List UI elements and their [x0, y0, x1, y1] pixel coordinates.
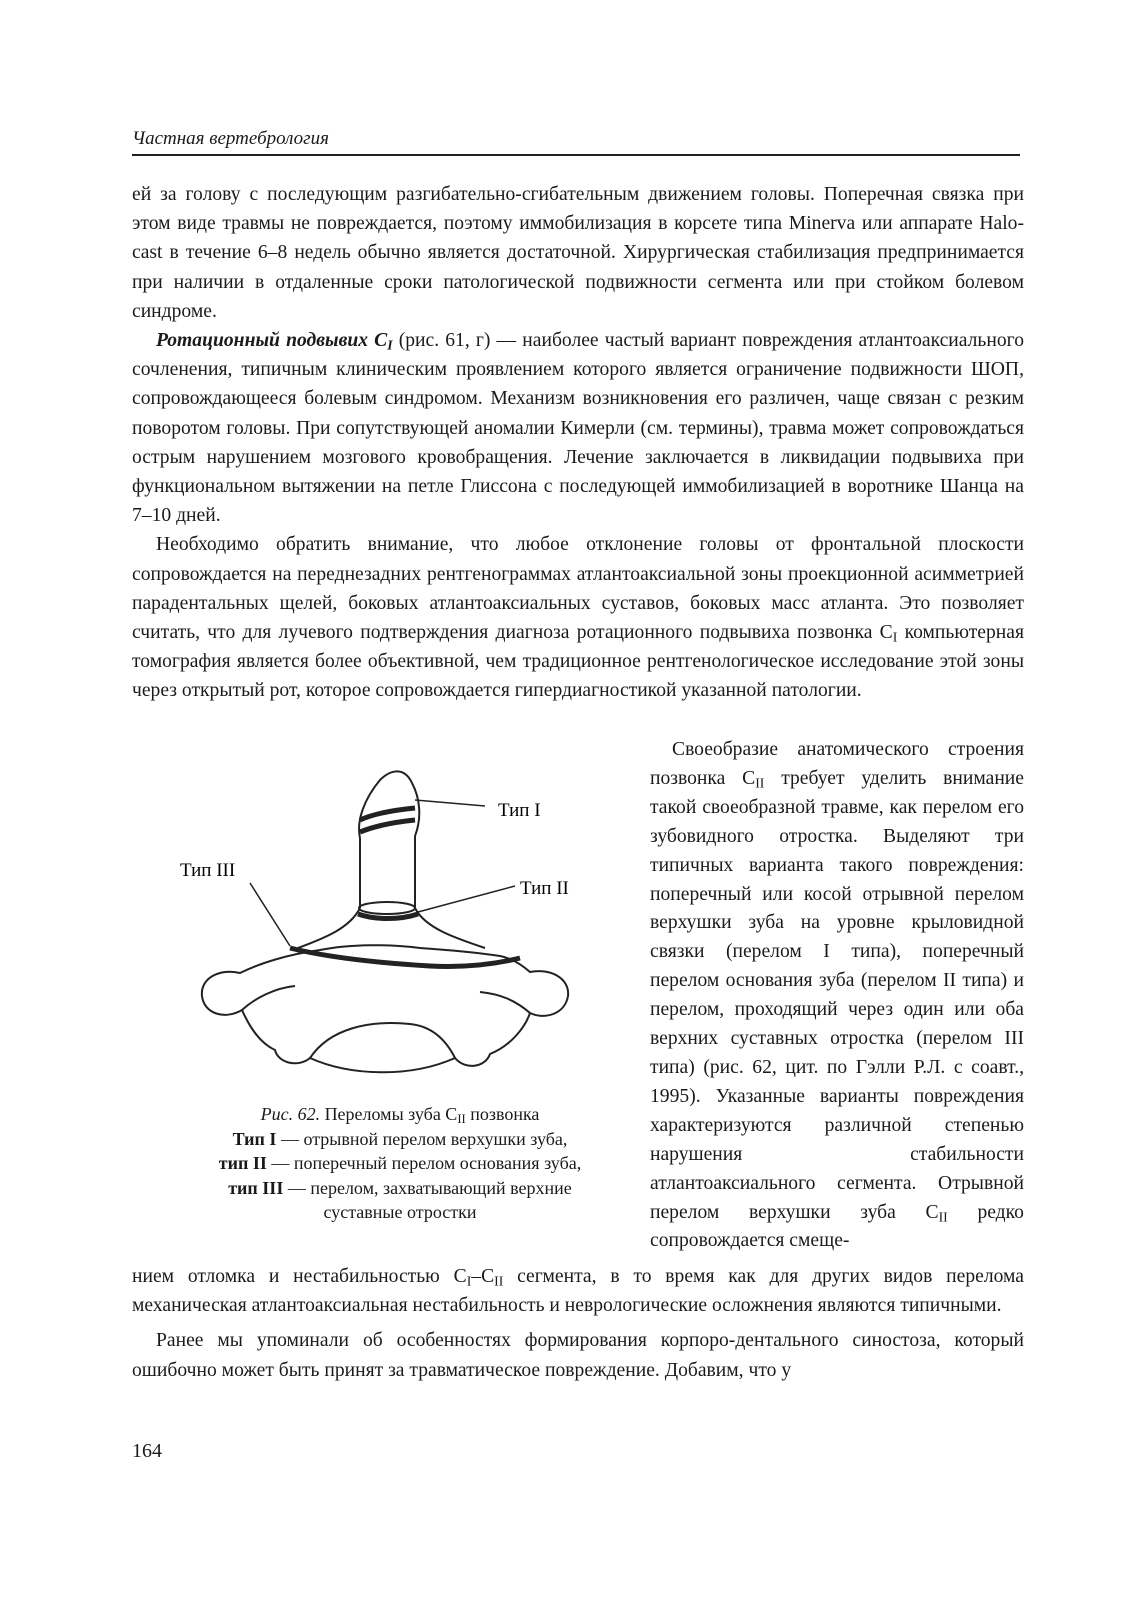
fracture-type1-line	[360, 808, 415, 820]
pointer-type1	[415, 800, 485, 806]
rotational-lead: Ротационный подвывих $C_I$	[156, 330, 393, 353]
pointer-type3	[250, 883, 290, 946]
page-number: 164	[132, 1440, 162, 1462]
label-type1: Тип I	[498, 800, 541, 821]
dens-neck	[360, 836, 415, 908]
figure-62-caption	[160, 1102, 640, 1225]
paragraph-continuation-bottom: нием отломка и нестабильностью $C_I-C_{II}$ сегмента, в то время как для других видов перелома механическая атлантоаксиальная нестабильность и неврологические осложнения являются типичными.	[132, 1266, 1024, 1317]
fracture-type1-line-2	[360, 820, 415, 832]
paragraph-dens-fracture: Своеобразие анатомического строения позвонка $C_{II}$ требует уделить внимание такой своеобразной травме, как перелом его зубовидного отростка. Выделяют три типичных варианта такого повреждения: поперечный или косой отрывной перелом верхушки зуба на уровне крыловидной связки (перелом I типа), поперечный перелом основания зуба (перелом II типа) и перелом, проходящий через один или оба верхних суставных отростка (перелом III типа) (рис. 62, цит. по Гэлли Р.Л. с соавт., 1995). Указанные варианты повреждения характеризуются различной степенью нарушения стабильности атлантоаксиального сегмента. Отрывной перелом верхушки зуба $C_{II}$ редко сопровождается смеще-	[650, 739, 1024, 1252]
paragraph-synostosis: Ранее мы упоминали об особенностях формирования корпоро-дентального синостоза, который ошибочно может быть принят за травматическое повреждение. Добавим, что у	[132, 1330, 1024, 1381]
text-column-right	[650, 736, 1024, 1256]
caption-line-3: тип III — перелом, захватывающий верхние	[228, 1177, 572, 1198]
paragraph-attention: Необходимо обратить внимание, что любое отклонение головы от фронтальной плоскости сопровождается на переднезадних рентгенограммах атлантоаксиальной зоны проекционной асимметрией парадентальных щелей, боковых атлантоаксиальных суставов, боковых масс атланта. Это позволяет считать, что для лучевого подтверждения диагноза ротационного подвывиха позвонка $C_I$ компьютерная томография является более объективной, чем традиционное рентгенологическое исследование этой зоны через открытый рот, которое сопровождается гипердиагностикой указанной патологии.	[132, 534, 1024, 702]
vertebra-inner-contour	[242, 986, 530, 1058]
label-type3: Тип III	[180, 860, 236, 881]
paragraph-continuation-top: ей за голову с последующим разгибательно-сгибательным движением головы. Поперечная связка при этом виде травмы не повреждается, поэтому иммобилизация в корсете типа Minerva или аппарате Halo-cast в течение 6–8 недель обычно является достаточной. Хирургическая стабилизация предпринимается при наличии в отдаленные сроки патологической подвижности сегмента или при стойком болевом синдроме.	[132, 184, 1024, 322]
fracture-type3-line	[290, 948, 520, 966]
axis-vertebra-illustration	[180, 758, 620, 1098]
paragraph-rotational-subluxation: Ротационный подвывих $C_I$ (рис. 61, г) — наиболее частый вариант повреждения атлантоаксиального сочленения, типичным клиническим проявлением которого является ограничение подвижности ШОП, сопровождающееся болевым синдромом. Механизм возникновения его различен, чаще связан с резким поворотом головы. При сопутствующей аномалии Кимерли (см. термины), травма может сопровождаться острым нарушением мозгового кровобращения. Лечение заключается в ликвидации подвывиха при функциональном вытяжении на петле Глиссона с последующей иммобилизацией в воротнике Шанца на 7–10 дней.	[132, 330, 1024, 527]
running-header: Частная вертебрология	[132, 128, 1020, 156]
text-block-top	[132, 180, 1024, 706]
text-block-bottom	[132, 1262, 1024, 1385]
pointer-type2	[418, 886, 515, 912]
caption-line-1: Тип I — отрывной перелом верхушки зуба,	[232, 1128, 568, 1149]
label-type2: Тип II	[520, 878, 569, 899]
caption-line-4: суставные отростки	[323, 1202, 477, 1222]
caption-line-2: тип II — поперечный перелом основания зуба,	[218, 1153, 582, 1173]
caption-title: Рис. 62. Переломы зуба $C_{II}$ позвонка	[260, 1104, 540, 1127]
figure-62-diagram	[180, 758, 620, 1098]
